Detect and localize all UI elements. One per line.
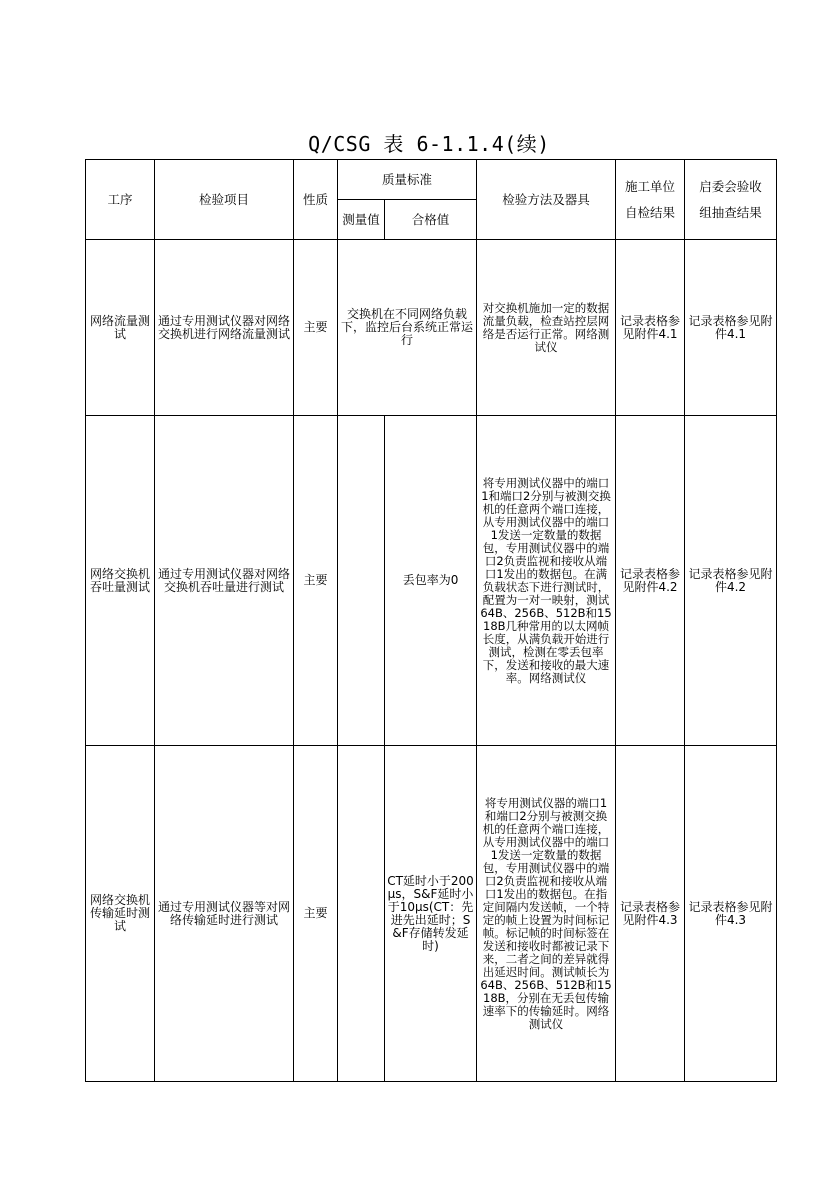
- header-committee-line2: 组抽查结果: [699, 204, 762, 220]
- header-qualified: 合格值: [385, 200, 477, 240]
- cell-committee: 记录表格参见附件4.1: [685, 240, 777, 416]
- cell-measured: [338, 746, 385, 1082]
- header-quality-standard: 质量标准: [338, 160, 477, 200]
- header-contractor-result: [616, 160, 685, 240]
- cell-committee: 记录表格参见附件4.2: [685, 416, 777, 746]
- cell-nature: 主要: [294, 416, 338, 746]
- cell-contractor: 记录表格参见附件4.1: [616, 240, 685, 416]
- cell-item: 通过专用测试仪器等对网络传输延时进行测试: [155, 746, 294, 1082]
- cell-contractor: 记录表格参见附件4.3: [616, 746, 685, 1082]
- cell-method: 将专用测试仪器的端口1和端口2分别与被测交换机的任意两个端口连接，从专用测试仪器中的端口1发送一定数量的数据包，专用测试仪器中的端口2负责监视和接收从端口1发出的数据包。在指定间隔内发送帧，一个特定的帧上设置为时间标记帧。标记帧的时间标签在发送和接收时都被记录下来，二者之间的差异就得出延迟时间。测试帧长为64B、256B、512B和1518B，分别在无丢包传输速率下的传输延时。网络测试仪: [477, 746, 616, 1082]
- header-contractor-line2: 自检结果: [625, 204, 676, 220]
- cell-process: 网络交换机吞吐量测试: [86, 416, 155, 746]
- header-row-1: [86, 160, 777, 200]
- cell-measured: [338, 416, 385, 746]
- header-committee-line1: 启委会验收: [699, 178, 762, 194]
- table-row: [86, 240, 777, 416]
- document-title: Q/CSG 表 6-1.1.4(续): [308, 132, 550, 156]
- cell-item: 通过专用测试仪器对网络交换机吞吐量进行测试: [155, 416, 294, 746]
- cell-item: 通过专用测试仪器对网络交换机进行网络流量测试: [155, 240, 294, 416]
- header-committee-result: [685, 160, 777, 240]
- cell-contractor: 记录表格参见附件4.2: [616, 416, 685, 746]
- table-row: [86, 416, 777, 746]
- inspection-table: [85, 159, 777, 1082]
- header-process: 工序: [86, 160, 155, 240]
- cell-standard: 交换机在不同网络负载下，监控后台系统正常运行: [338, 240, 477, 416]
- header-measured: 测量值: [338, 200, 385, 240]
- cell-process: 网络交换机传输延时测试: [86, 746, 155, 1082]
- table-row: [86, 746, 777, 1082]
- cell-method: 对交换机施加一定的数据流量负载，检查站控层网络是否运行正常。网络测试仪: [477, 240, 616, 416]
- cell-process: 网络流量测试: [86, 240, 155, 416]
- cell-qualified: CT延时小于200μs，S&F延时小于10μs(CT：先进先出延时；S&F存储转发延时): [385, 746, 477, 1082]
- cell-nature: 主要: [294, 746, 338, 1082]
- header-contractor-line1: 施工单位: [625, 178, 676, 194]
- cell-nature: 主要: [294, 240, 338, 416]
- cell-committee: 记录表格参见附件4.3: [685, 746, 777, 1082]
- header-method: 检验方法及器具: [477, 160, 616, 240]
- cell-method: 将专用测试仪器中的端口1和端口2分别与被测交换机的任意两个端口连接，从专用测试仪器中的端口1发送一定数量的数据包，专用测试仪器中的端口2负责监视和接收从端口1发出的数据包。在满负载状态下进行测试时，配置为一对一映射，测试64B、256B、512B和1518B几种常用的以太网帧长度，从满负载开始进行测试，检测在零丢包率下，发送和接收的最大速率。网络测试仪: [477, 416, 616, 746]
- header-item: 检验项目: [155, 160, 294, 240]
- cell-qualified: 丢包率为0: [385, 416, 477, 746]
- header-nature: 性质: [294, 160, 338, 240]
